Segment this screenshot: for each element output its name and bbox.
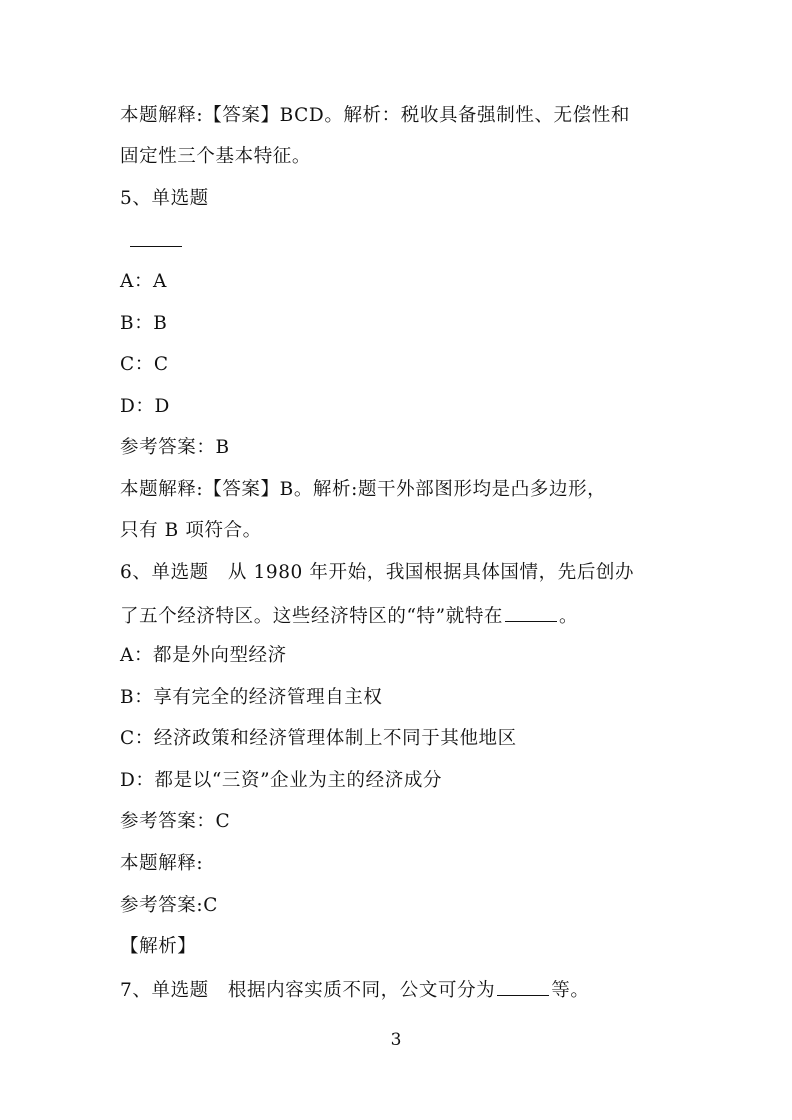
page-number: 3 (390, 1030, 402, 1050)
option-a: A：A (120, 271, 168, 292)
option-b: B：B (120, 313, 168, 334)
explanation-line: 本题解释:【答案】B。解析:题干外部图形均是凸多边形， (120, 479, 607, 500)
explanation-line: 只有 B 项符合。 (120, 520, 262, 541)
question-heading: 5、单选题 (120, 188, 209, 209)
reference-answer: 参考答案：B (120, 437, 230, 458)
question-text: 7、单选题 根据内容实质不同，公文可分为 (120, 980, 496, 1001)
text-line: 固定性三个基本特征。 (120, 146, 312, 167)
option-d: D：都是以“三资”企业为主的经济成分 (120, 770, 443, 791)
reference-answer: 参考答案:C (120, 895, 218, 916)
option-c: C：经济政策和经济管理体制上不同于其他地区 (120, 728, 517, 749)
option-c: C：C (120, 354, 169, 375)
reference-answer: 参考答案：C (120, 811, 231, 832)
option-a: A：都是外向型经济 (120, 645, 287, 666)
explanation-label: 本题解释: (120, 853, 204, 874)
question-text-end: 等。 (551, 980, 590, 1001)
text-line: 本题解释:【答案】BCD。解析：税收具备强制性、无偿性和 (120, 105, 630, 126)
question-text-end: 。 (559, 606, 579, 627)
option-d: D：D (120, 396, 170, 417)
question-text-line (120, 603, 692, 629)
analysis-label: 【解析】 (120, 936, 197, 957)
question-text: 了五个经济特区。这些经济特区的“特”就特在 (120, 606, 504, 627)
option-b: B：享有完全的经济管理自主权 (120, 687, 383, 708)
answer-blank (505, 603, 557, 622)
question-heading-line (120, 977, 692, 1003)
answer-blank (497, 977, 549, 996)
question-blank-line (120, 228, 692, 254)
question-heading: 6、单选题 从 1980 年开始，我国根据具体国情，先后创办 (120, 562, 635, 583)
